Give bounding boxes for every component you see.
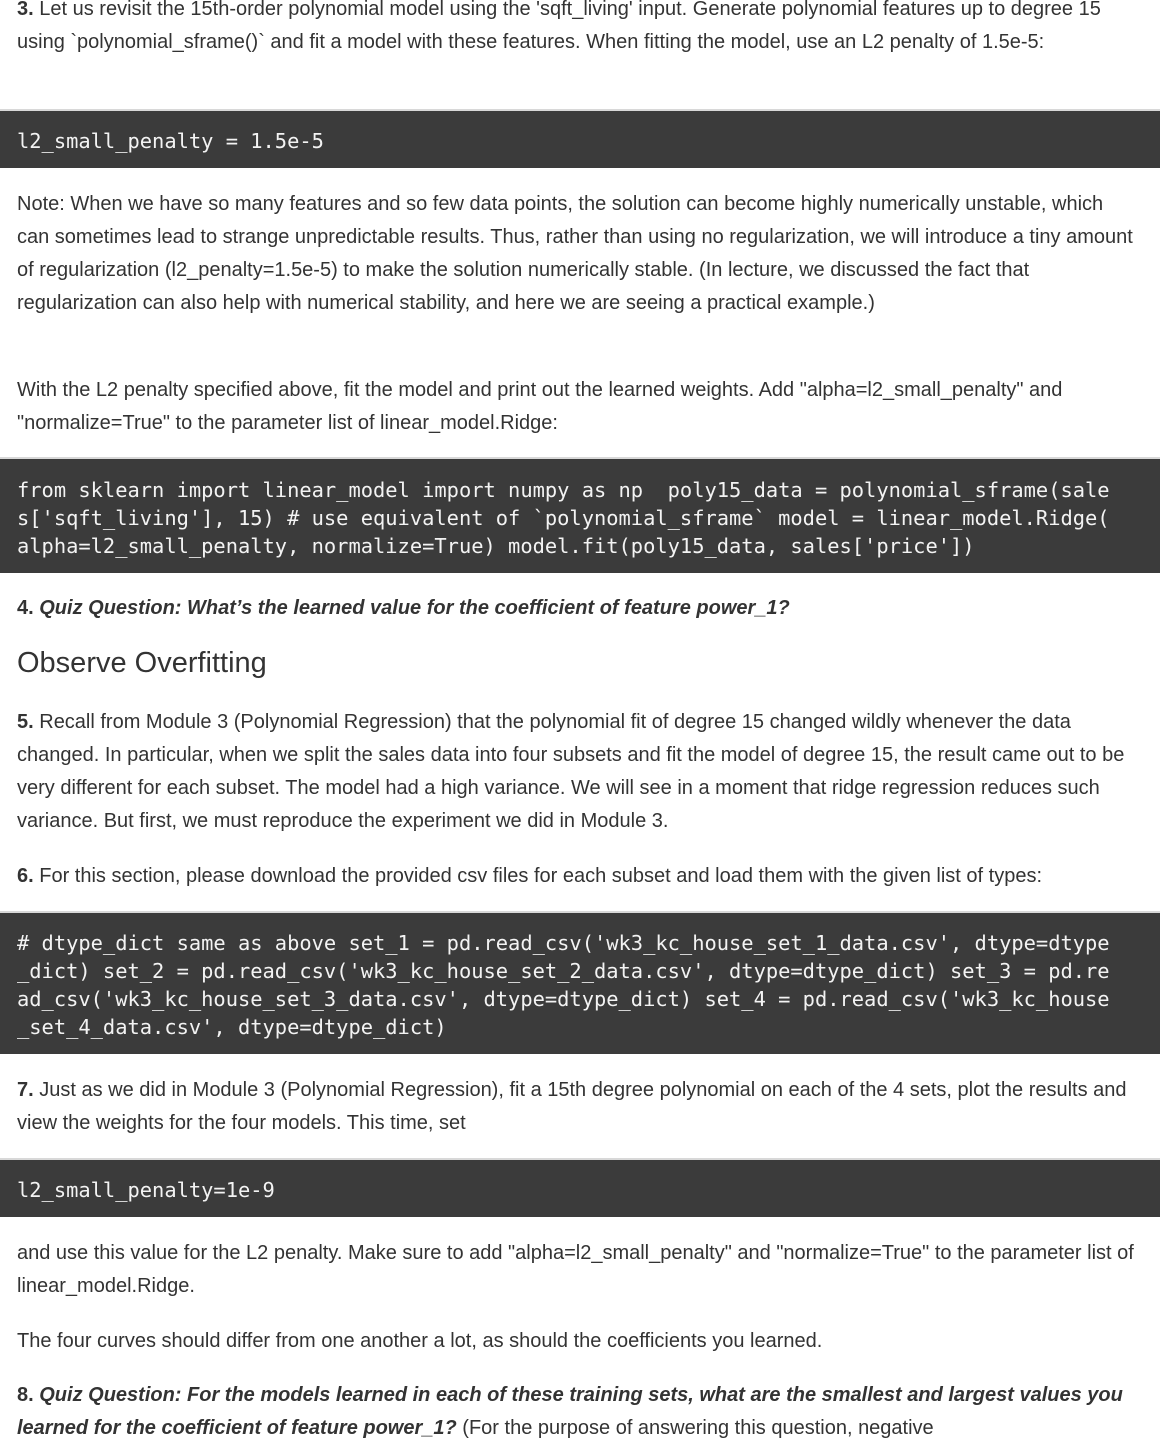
- code-block-read-csv: [0, 911, 1160, 1054]
- section-number: 5.: [17, 711, 34, 733]
- section-number: 7.: [17, 1079, 34, 1101]
- fit-instructions-paragraph: [17, 374, 1140, 440]
- section-text: (For the purpose of answering this question, negative: [456, 1417, 934, 1439]
- code-line: from sklearn import linear_model import numpy as np poly15_data = polynomial_sframe(sale: [17, 478, 1110, 502]
- section-6-paragraph: [17, 860, 1140, 893]
- after-code-paragraph: [17, 1237, 1140, 1303]
- code-block-small-penalty: [0, 1158, 1160, 1217]
- section-5-paragraph: [17, 706, 1140, 838]
- section-4-paragraph: [17, 592, 1140, 625]
- code-line: _set_4_data.csv', dtype=dtype_dict): [17, 1015, 447, 1039]
- section-heading: Observe Overfitting: [17, 647, 267, 679]
- section-number: 6.: [17, 865, 34, 887]
- code-line: _dict) set_2 = pd.read_csv('wk3_kc_house_set_2_data.csv', dtype=dtype_dict) set_3 = pd.re: [17, 959, 1110, 983]
- note-text: Note: When we have so many features and so few data points, the solution can become highly numerically unstable, which can sometimes lead to strange unpredictable results. Thus, rather than using no regularization, we will introduce a tiny amount of regularization (l2_penalty=1.5e-5) to make the solution numerically stable. (In lecture, we discussed the fact that regularization can also help with numerical stability, and here we are seeing a practical example.): [17, 193, 1133, 314]
- section-number: 4.: [17, 597, 34, 619]
- code-block-ridge-fit: [0, 457, 1160, 573]
- code-line: ad_csv('wk3_kc_house_set_3_data.csv', dtype=dtype_dict) set_4 = pd.read_csv('wk3_kc_house: [17, 987, 1110, 1011]
- code-line: l2_small_penalty=1e-9: [17, 1178, 275, 1202]
- section-text: For this section, please download the provided csv files for each subset and load them with the given list of types:: [33, 865, 1043, 887]
- section-text: Recall from Module 3 (Polynomial Regression) that the polynomial fit of degree 15 changed wildly whenever the data changed. In particular, when we split the sales data into four subsets and fit the model of degree 15, the result came out to be very different for each subset. The model had a high variance. We will see in a moment that ridge regression reduces such variance. But first, we must reproduce the experiment we did in Module 3.: [17, 711, 1125, 832]
- code-block-penalty: [0, 109, 1160, 168]
- quiz-question: Quiz Question: What’s the learned value for the coefficient of feature power_1?: [39, 597, 790, 619]
- curves-note-text: The four curves should differ from one another a lot, as should the coefficients you learned.: [17, 1330, 823, 1352]
- after-code-text: and use this value for the L2 penalty. Make sure to add "alpha=l2_small_penalty" and "normalize=True" to the parameter list of linear_model.Ridge.: [17, 1242, 1134, 1297]
- note-paragraph: [17, 188, 1140, 320]
- code-line: # dtype_dict same as above set_1 = pd.read_csv('wk3_kc_house_set_1_data.csv', dtype=dtype: [17, 931, 1110, 955]
- code-line: s['sqft_living'], 15) # use equivalent of `polynomial_sframe` model = linear_model.Ridge(: [17, 506, 1110, 530]
- section-text: Just as we did in Module 3 (Polynomial Regression), fit a 15th degree polynomial on each of the 4 sets, plot the results and view the weights for the four models. This time, set: [17, 1079, 1127, 1134]
- section-8-paragraph: [17, 1379, 1140, 1440]
- code-line: alpha=l2_small_penalty, normalize=True) model.fit(poly15_data, sales['price']): [17, 534, 975, 558]
- section-number: 3.: [17, 0, 34, 20]
- fit-instructions-text: With the L2 penalty specified above, fit the model and print out the learned weights. Add "alpha=l2_small_penalty" and "normalize=True" to the parameter list of linear_model.Ridge:: [17, 379, 1063, 434]
- section-3-paragraph: [17, 0, 1140, 59]
- curves-note-paragraph: [17, 1325, 1140, 1358]
- section-7-paragraph: [17, 1074, 1140, 1140]
- code-line: l2_small_penalty = 1.5e-5: [17, 129, 324, 153]
- section-text: Let us revisit the 15th-order polynomial model using the 'sqft_living' input. Generate polynomial features up to degree 15 using `polynomial_sframe()` and fit a model with these features. When fitting the model, use an L2 penalty of 1.5e-5:: [17, 0, 1101, 53]
- quiz-question: Quiz Question: For the models learned in each of these training sets, what are the smallest and largest values you learned for the coefficient of feature power_1?: [17, 1384, 1123, 1439]
- section-number: 8.: [17, 1384, 34, 1406]
